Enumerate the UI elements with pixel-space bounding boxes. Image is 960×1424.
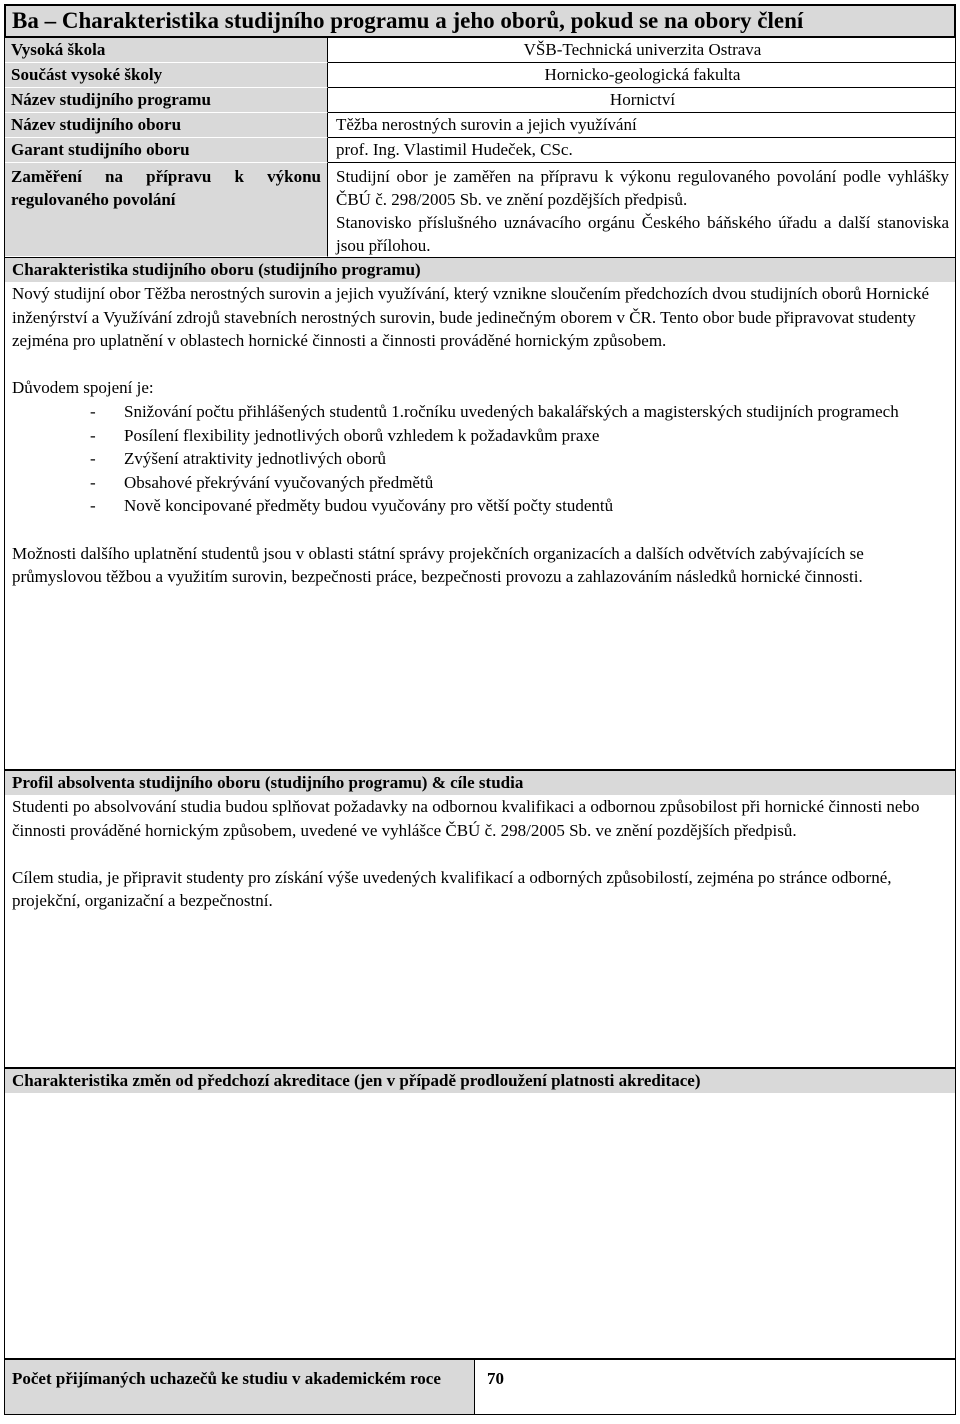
characteristics-body: [4, 282, 956, 770]
characteristics-outro: Možnosti dalšího uplatnění studentů jsou v oblasti státní správy projekčních organizacích a dalších odvětvích zabývajících se průmyslovou těžbou a využitím surovin, bezpečnosti práce, bezpečnosti provozu a zahlazováním následků hornické činnosti.: [12, 543, 864, 587]
characteristics-heading: Charakteristika studijního oboru (studijního programu): [4, 257, 956, 282]
list-item: - Posílení flexibility jednotlivých oborů vzhledem k požadavkům praxe: [90, 425, 600, 445]
accreditation-form: [4, 4, 956, 1420]
list-item: - Snižování počtu přihlášených studentů 1.ročníku uvedených bakalářských a magisterských studijních programech: [90, 401, 899, 421]
value-program: Hornictví: [328, 88, 955, 113]
changes-heading: Charakteristika změn od předchozí akreditace (jen v případě prodloužení platnosti akreditace): [4, 1068, 956, 1093]
label-guarantor: Garant studijního oboru: [5, 138, 328, 163]
label-regulated-profession: Zaměření na přípravu k výkonu regulovaného povolání: [5, 163, 328, 257]
value-guarantor: prof. Ing. Vlastimil Hudeček, CSc.: [328, 138, 955, 163]
info-table: [4, 38, 956, 257]
value-university: VŠB-Technická univerzita Ostrava: [328, 38, 955, 63]
regulated-profession-annex: Stanovisko příslušného uznávacího orgánu Českého báňského úřadu a další stanoviska jsou přílohou.: [336, 213, 949, 255]
characteristics-intro: Nový studijní obor Těžba nerostných surovin a jejich využívání, který vznikne sloučením předchozích dvou studijních oborů Hornické inženýrství a Využívání zdrojů stavebních nerostných surovin, bude jedinečným oborem v ČR. Tento obor bude připravovat studenty zejména pro uplatnění v oblastech hornické činnosti a činnosti prováděné hornickým způsobem.: [12, 284, 929, 351]
admissions-value: 70: [487, 1369, 504, 1388]
list-item: - Zvýšení atraktivity jednotlivých oborů: [90, 449, 387, 469]
label-faculty: Součást vysoké školy: [5, 63, 328, 88]
label-field: Název studijního oboru: [5, 113, 328, 138]
reasons-list: [12, 400, 948, 518]
regulated-profession-text: Studijní obor je zaměřen na přípravu k výkonu regulovaného povolání podle vyhlášky ČBÚ č. 298/2005 Sb. ve znění pozdějších předpisů.: [336, 167, 949, 209]
reasons-heading: Důvodem spojení je:: [12, 378, 154, 398]
list-item: - Nově koncipované předměty budou vyučovány pro větší počty studentů: [90, 496, 614, 516]
list-item: - Obsahové překrývání vyučovaných předmětů: [90, 472, 434, 492]
changes-body: [4, 1093, 956, 1359]
label-university: Vysoká škola: [5, 38, 328, 63]
form-title: Ba – Charakteristika studijního programu a jeho oborů, pokud se na obory člení: [4, 4, 956, 38]
admissions-label: Počet přijímaných uchazečů ke studiu v akademickém roce: [5, 1360, 475, 1414]
value-faculty: Hornicko-geologická fakulta: [328, 63, 955, 88]
value-regulated-profession: [328, 163, 955, 257]
profile-heading: Profil absolventa studijního oboru (studijního programu) & cíle studia: [4, 770, 956, 795]
admissions-row: [4, 1359, 956, 1415]
profile-paragraph-1: Studenti po absolvování studia budou splňovat požadavky na odbornou kvalifikaci a odbornou způsobilost při hornické činnosti nebo činnosti prováděné hornickým způsobem, uvedené ve vyhlášce ČBÚ č. 298/2005 Sb. ve znění pozdějších předpisů.: [12, 797, 920, 840]
profile-paragraph-2: Cílem studia, je připravit studenty pro získání výše uvedených kvalifikací a odborných způsobilostí, zejména po stránce odborné, projekční, organizační a bezpečnostní.: [12, 867, 892, 911]
label-program: Název studijního programu: [5, 88, 328, 113]
value-field: Těžba nerostných surovin a jejich využívání: [328, 113, 955, 138]
profile-body: [4, 795, 956, 1068]
